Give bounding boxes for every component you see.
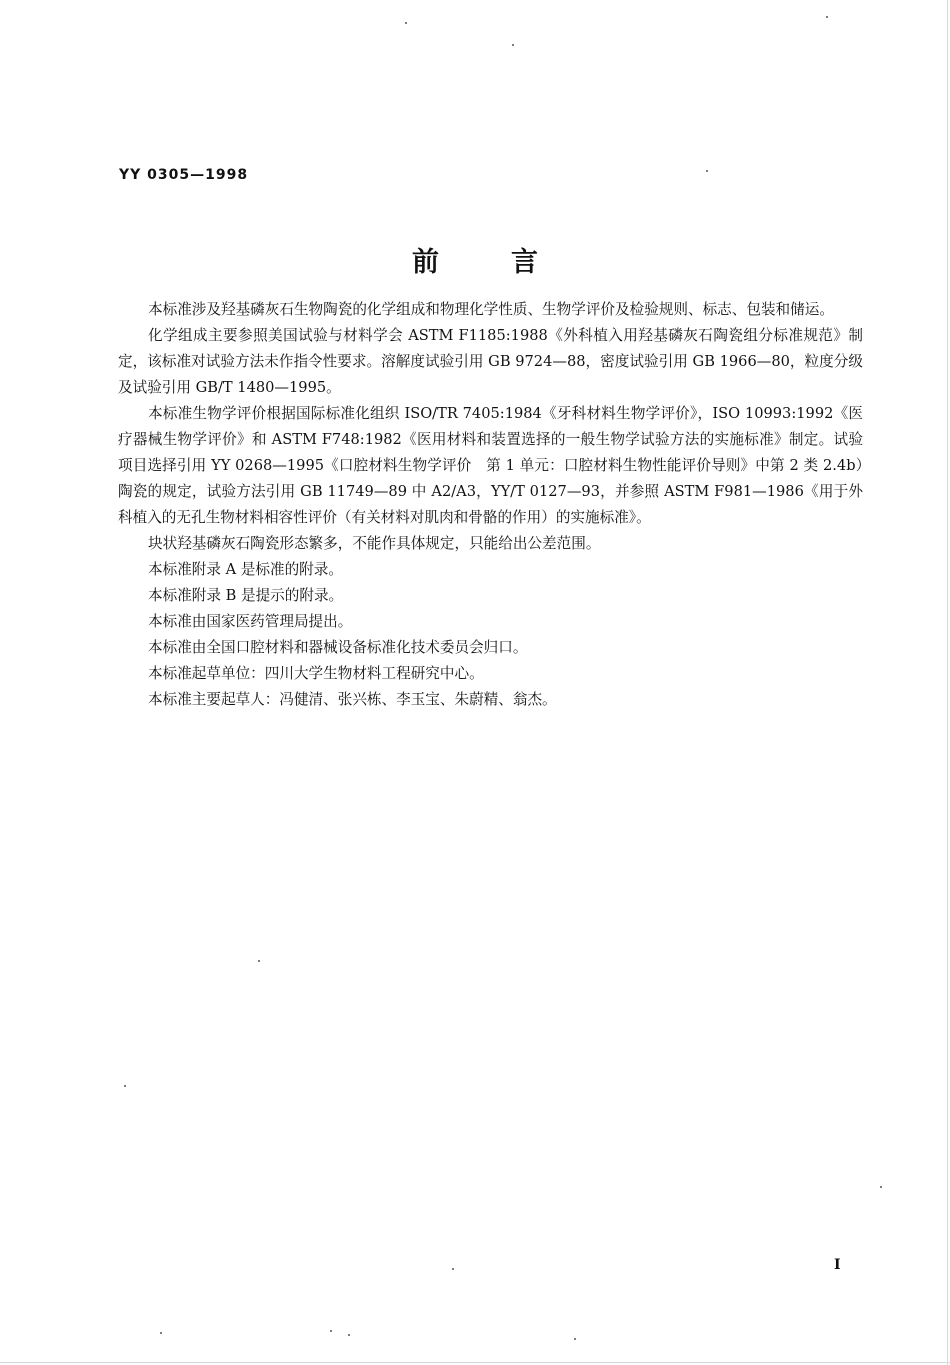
scan-speck [124, 1085, 126, 1087]
scan-speck [258, 960, 260, 962]
scan-speck [706, 170, 708, 172]
paragraph-biological-evaluation: 本标准生物学评价根据国际标准化组织 ISO/TR 7405:1984《牙科材料生物学评价》，ISO 10993:1992《医疗器械生物学评价》和 ASTM F748:1982《医用材料和装置选择的一般生物学试验方法的实施标准》制定。试验项目选择引用 YY 0268—1995《口腔材料生物学评价 第 1 单元：口腔材料生物性能评价导则》中第 2 类 2.4b）陶瓷的规定，试验方法引用 GB 11749—89 中 A2/A3，YY/T 0127—93，并参照 ASTM F981—1986《用于外科植入的无孔生物材料相容性评价（有关材料对肌肉和骨骼的作用）的实施标准》。 [118, 405, 863, 526]
paragraph-appendix-a: 本标准附录 A 是标准的附录。 [148, 561, 343, 578]
page-title: 前言 [412, 247, 610, 278]
scan-speck [452, 1268, 454, 1270]
paragraph-scope: 本标准涉及羟基磷灰石生物陶瓷的化学组成和物理化学性质、生物学评价及检验规则、标志、包装和储运。 [148, 301, 834, 318]
paragraph-proposer: 本标准由国家医药管理局提出。 [148, 613, 353, 630]
scan-speck [330, 1330, 332, 1332]
paragraph-tolerance: 块状羟基磷灰石陶瓷形态繁多，不能作具体规定，只能给出公差范围。 [148, 535, 601, 552]
standard-number: YY 0305—1998 [119, 167, 249, 183]
paragraph-chemical-composition: 化学组成主要参照美国试验与材料学会 ASTM F1185:1988《外科植入用羟基磷灰石陶瓷组分标准规范》制定，该标准对试验方法未作指令性要求。溶解度试验引用 GB 9724—88，密度试验引用 GB 1966—80，粒度分级及试验引用 GB/T 1480—1995。 [118, 327, 863, 396]
page-edge-bottom [0, 1362, 950, 1363]
page-number: I [834, 1257, 841, 1273]
paragraph-appendix-b: 本标准附录 B 是提示的附录。 [148, 587, 344, 604]
scan-speck [348, 1334, 350, 1336]
foreword-body [118, 297, 863, 713]
scan-speck [574, 1338, 576, 1340]
paragraph-drafting-unit: 本标准起草单位：四川大学生物材料工程研究中心。 [148, 665, 484, 682]
scan-speck [512, 44, 514, 46]
paragraph-drafters: 本标准主要起草人：冯健清、张兴栋、李玉宝、朱蔚精、翁杰。 [148, 691, 557, 708]
scan-speck [880, 1186, 882, 1188]
page-edge-right [947, 0, 948, 1365]
scan-speck [826, 16, 828, 18]
paragraph-committee: 本标准由全国口腔材料和器械设备标准化技术委员会归口。 [148, 639, 528, 656]
scan-speck [160, 1332, 162, 1334]
scan-speck [405, 22, 407, 24]
